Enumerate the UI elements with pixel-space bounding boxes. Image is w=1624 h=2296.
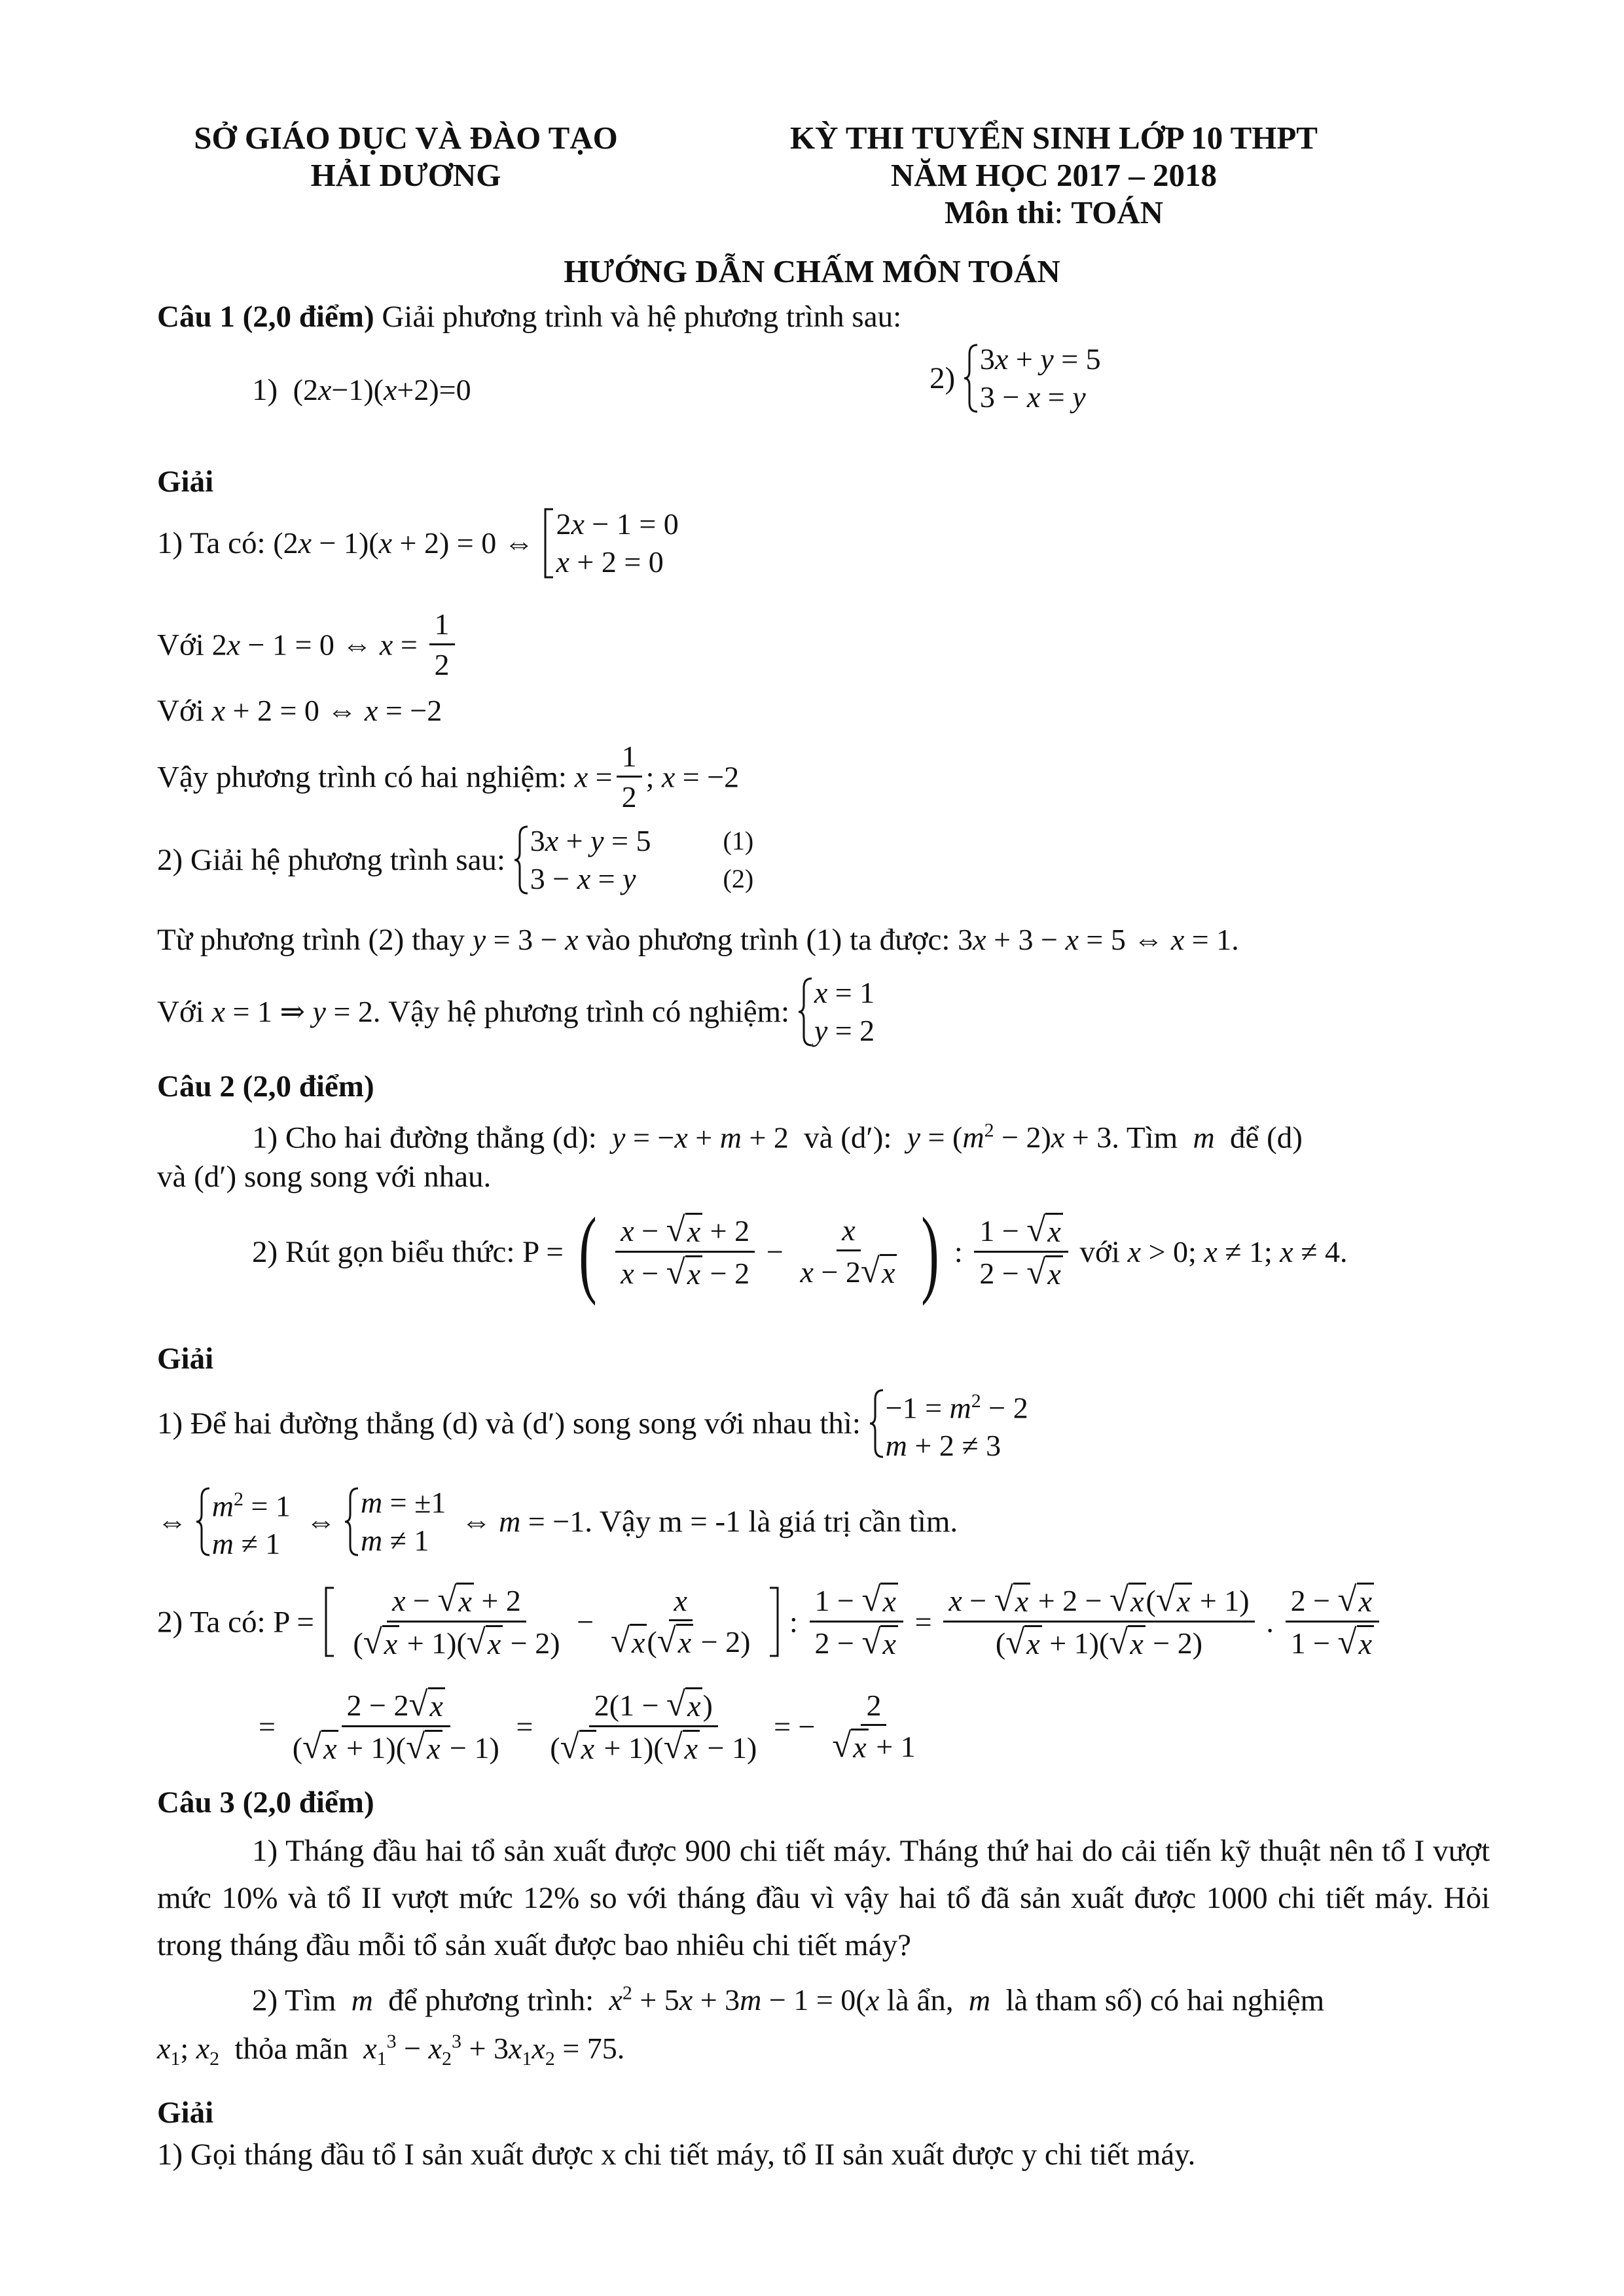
q2-solution-label: Giải: [157, 1342, 214, 1376]
bracket-icon: [541, 507, 556, 579]
q2-s1-solve: ⇔ $m^2 = 1$ m ≠ 1 ⇔ m = ±1 m ≠ 1 ⇔ m = −1. Vậy m = -1 là giá trị cần tìm.: [157, 1486, 958, 1561]
q1-substitution-line: Từ phương trình (2) thay y = 3 − x vào phương trình (1) ta được: 3x + 3 − x = 5 ⇔ x = 1.: [157, 923, 1239, 957]
q1-solution-label: Giải: [157, 465, 214, 499]
q1-eq-1: (2x−1)(x+2)=0: [293, 373, 471, 406]
brace-icon: [344, 1486, 361, 1558]
subject-line: Môn thi: TOÁN: [945, 194, 1163, 230]
q1-conclusion-2: Với x = 1 ⇒ y = 2. Vậy hệ phương trình có nghiệm: x = 1 y = 2: [157, 976, 875, 1047]
q2-heading: Câu 2 (2,0 điểm): [157, 1069, 374, 1103]
q1-problem-2: 2) 3x + y = 5 3 − x = y: [929, 340, 1101, 416]
q1-prompt: Giải phương trình và hệ phương trình sau:: [382, 300, 902, 334]
q3-s1: 1) Gọi tháng đầu tổ I sản xuất được x chi tiết máy, tổ II sản xuất được y chi tiết máy.: [157, 2138, 1196, 2172]
q1-conclusion-1: Vậy phương trình có hai nghiệm: x = $\frac{1}{2}$ ; x = −2: [157, 740, 740, 814]
q3-heading: Câu 3 (2,0 điểm): [157, 1785, 374, 1820]
q2-problem-1-cont: và (d′) song song với nhau.: [157, 1160, 492, 1194]
q2-s2-line: 2) Ta có: P = x − √ x + 2 ( √ x + 1)( √ x − 2) − x √ x ( √ x − 2) : 1 − √ x 2 − √ x = x − √ x + 2 − √ x ( √ x + 1) ( √ x + 1)( √ x − 2) . 2 − √ x 1 − √ x: [157, 1583, 1383, 1662]
header-left: [157, 119, 655, 194]
q2-problem-2: 2) Rút gọn biểu thức: P = ( x − √ x + 2 x − √ x − 2 − x x − 2 √ x ) : 1 − √ x 2 − √ x với x > 0; x ≠ 1; x ≠ 4.: [252, 1198, 1348, 1306]
q1-s1-line: 1) Ta có: (2x − 1)(x + 2) = 0 ⇔ 2x − 1 = 0 x + 2 = 0: [157, 507, 679, 579]
q1-system: 3x + y = 5 3 − x = y: [963, 340, 1101, 416]
bracket-icon: [322, 1586, 336, 1658]
brace-icon: [797, 976, 814, 1048]
q2-problem-1: 1) Cho hai đường thẳng (d): y = −x + m + 2 và (d′): $y = (m^2 - 2)x + 3$. Tìm m để (d): [252, 1120, 1303, 1155]
page-title: HƯỚNG DẪN CHẤM MÔN TOÁN: [564, 253, 1060, 289]
brace-icon: [963, 342, 980, 414]
q1-heading-line: [157, 298, 901, 335]
q3-problem-2: 2) Tìm m để phương trình: $x^2 + 5x + 3m - 1 = 0(x$ là ẩn, m là tham số) có hai nghiệm: [252, 1982, 1325, 2018]
q2-s1-line: 1) Để hai đường thẳng (d) và (d′) song song với nhau thì: $-1 = m^2 - 2$ m + 2 ≠ 3: [157, 1382, 1028, 1465]
q1-problem-1: 1) (2x−1)(x+2)=0: [252, 373, 471, 407]
q3-problem-2-cont: $x_1$; $x_2$ thỏa mãn $x_1^3 - x_2^3 + 3x_1x_2 = 75$.: [157, 2031, 625, 2070]
q1-case-1: Với 2x − 1 = 0 ⇔ x = $\frac{1}{2}$: [157, 607, 459, 683]
header-right: [753, 119, 1355, 231]
brace-icon: [195, 1486, 212, 1558]
q2-s2-result: = 2 − 2 √ x ( √ x + 1)( √ x − 1) = 2(1 − √ x ) ( √ x + 1)( √ x − 1) = − 2 √ x + 1: [259, 1685, 916, 1766]
q1-s2-line: 2) Giải hệ phương trình sau: 3x + y = 5 3 − x = y (1) (2): [157, 824, 754, 895]
q3-solution-label: Giải: [157, 2096, 214, 2130]
exam-name: KỲ THI TUYỂN SINH LỚP 10 THPT: [790, 120, 1318, 156]
q3-problem-1: 1) Tháng đầu hai tổ sản xuất được 900 chi tiết máy. Tháng thứ hai do cải tiến kỹ thuật nên tổ I vượt mức 10% và tổ II vượt mức 12% so với tháng đầu vì vậy hai tổ đã sản xuất được 1000 chi tiết máy. Hỏi trong tháng đầu mỗi tổ sản xuất được bao nhiêu chi tiết máy?: [157, 1834, 1490, 1962]
brace-icon: [513, 824, 530, 896]
department-name: SỞ GIÁO DỤC VÀ ĐÀO TẠO: [194, 120, 618, 156]
q1-case-2: Với x + 2 = 0 ⇔ x = −2: [157, 694, 442, 728]
province-name: HẢI DƯƠNG: [310, 157, 501, 193]
q1-heading: Câu 1 (2,0 điểm): [157, 300, 374, 334]
school-year: NĂM HỌC 2017 – 2018: [890, 157, 1218, 193]
brace-icon: [869, 1388, 886, 1460]
bracket-icon: [767, 1586, 782, 1658]
